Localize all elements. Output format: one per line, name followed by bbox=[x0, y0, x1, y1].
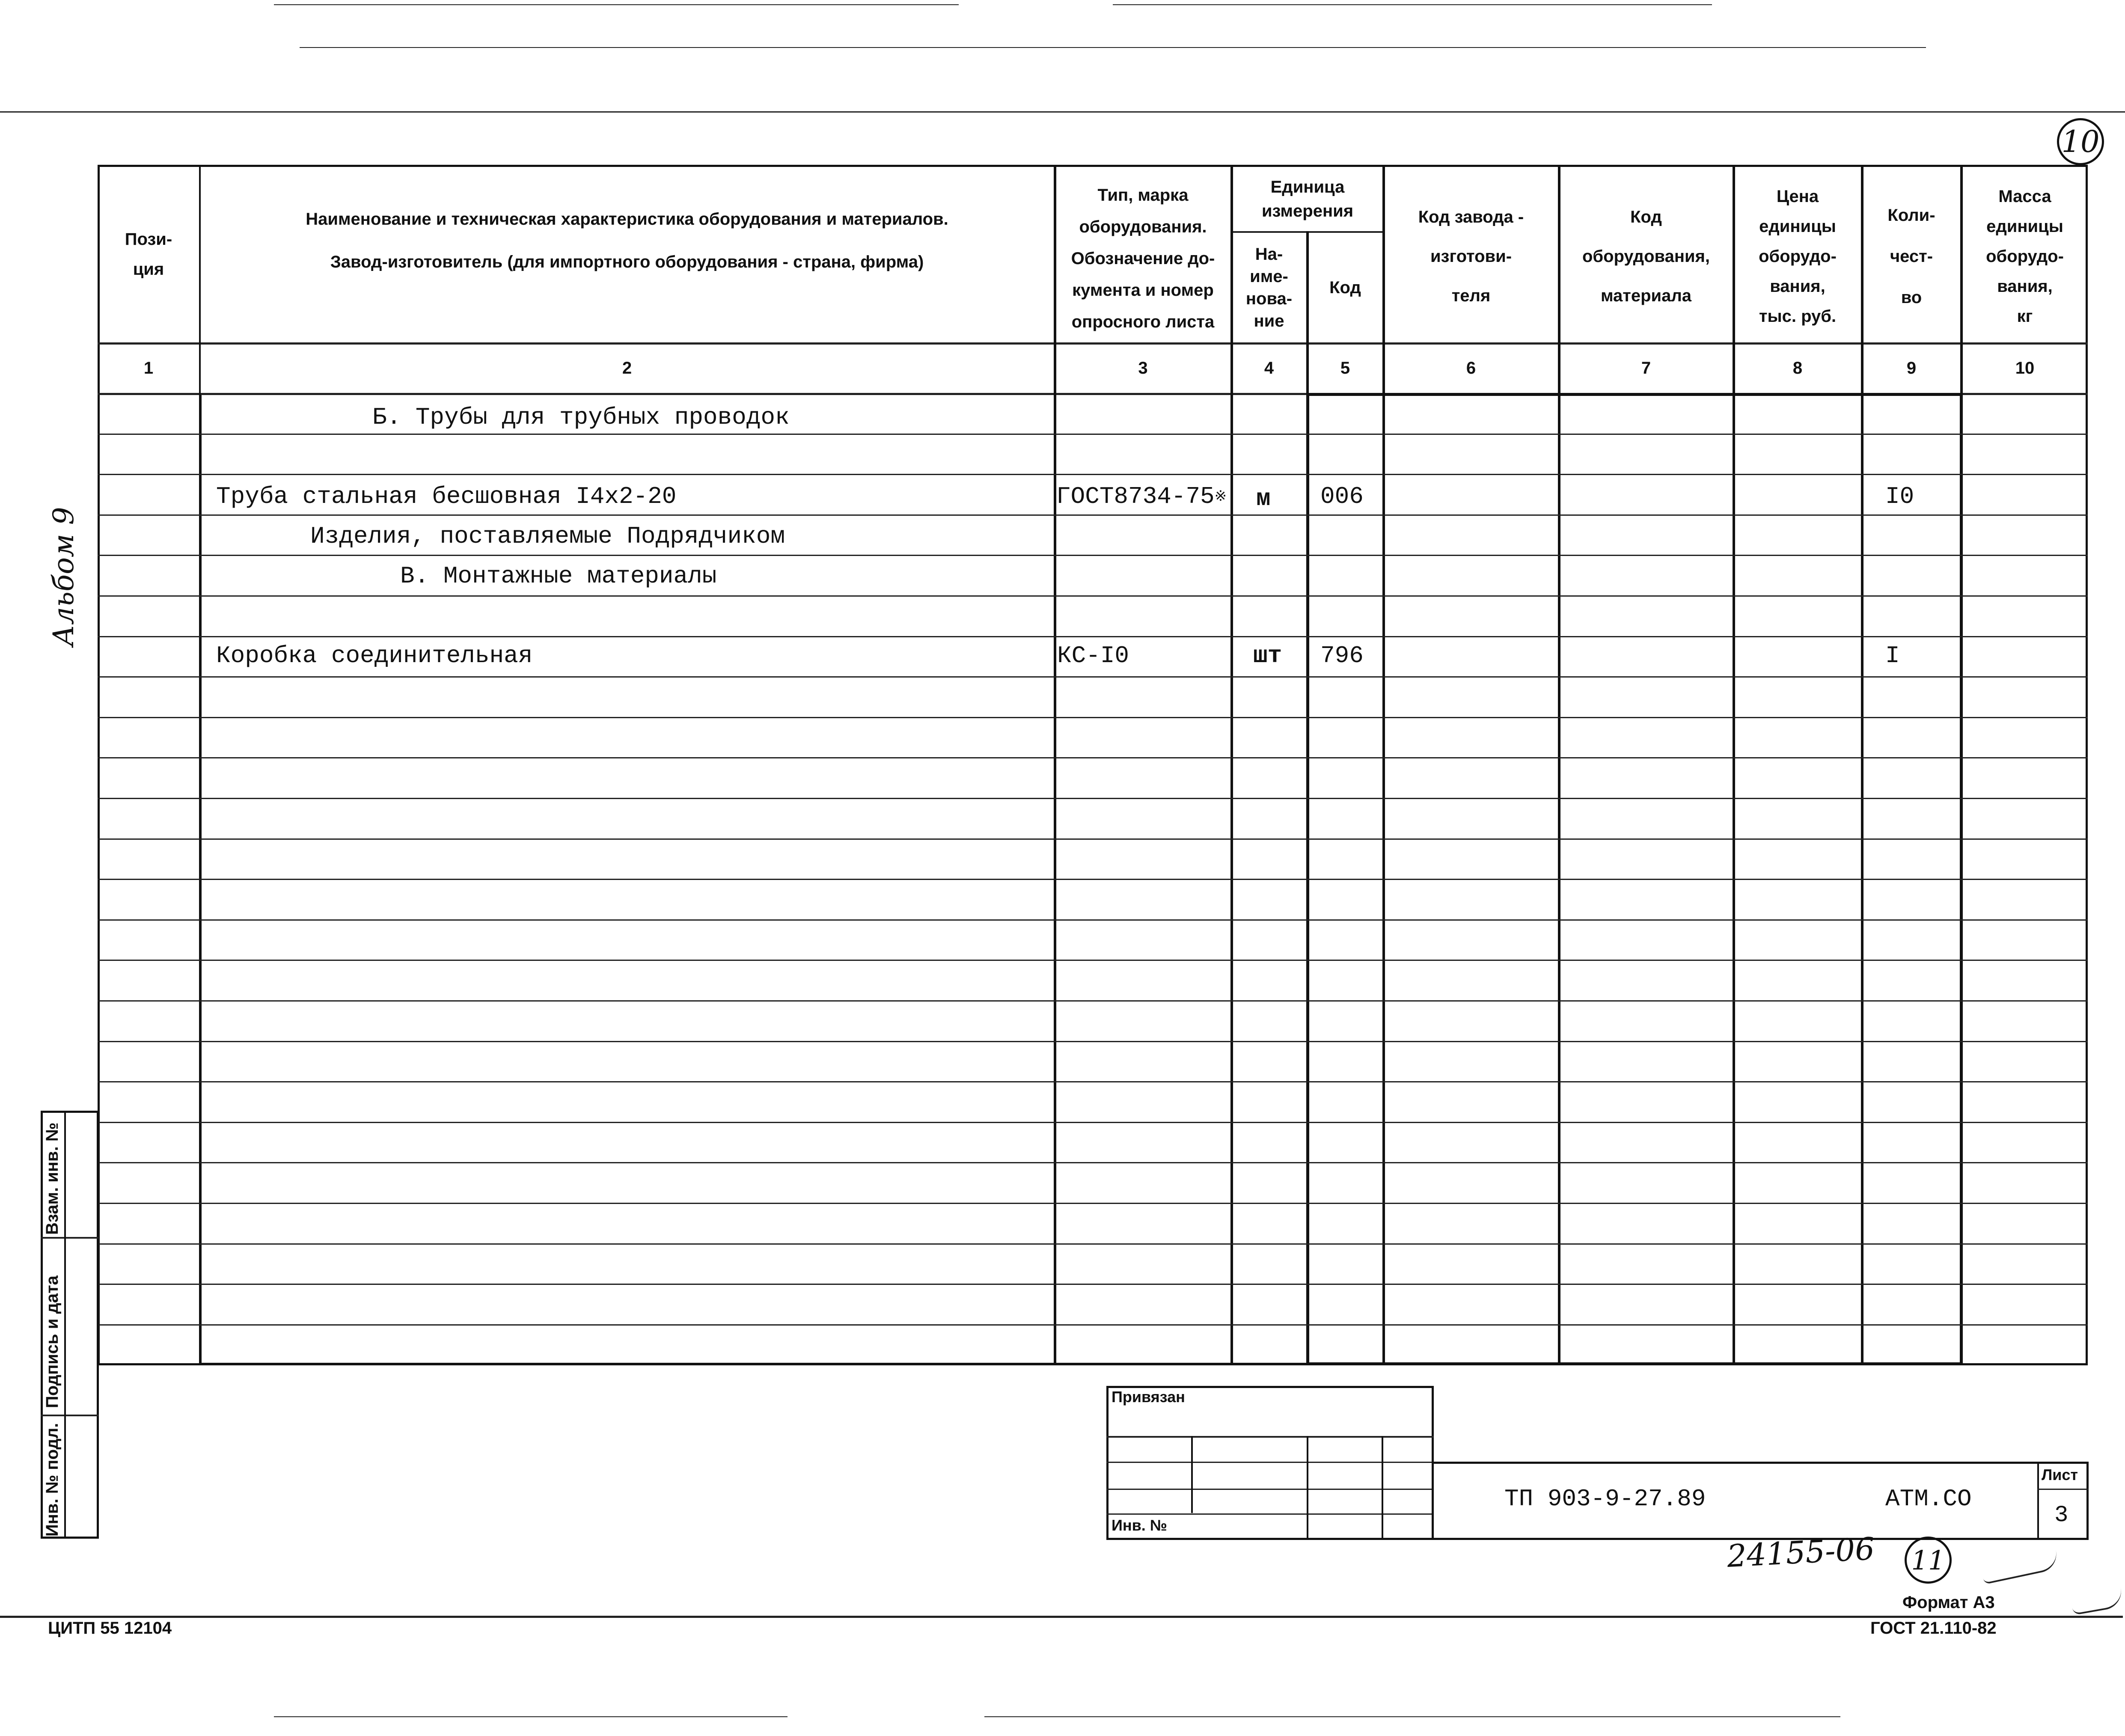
side-vzam-inv: Взам. инв. № bbox=[43, 1122, 62, 1235]
list-label: Лист bbox=[2042, 1466, 2078, 1483]
row-line bbox=[98, 960, 2088, 961]
privyazan-col bbox=[1191, 1436, 1193, 1513]
header-unit-name: На- име- нова- ние bbox=[1245, 244, 1293, 330]
row-line bbox=[98, 919, 2088, 921]
scan-mark bbox=[984, 1716, 1840, 1717]
footer-circle-text: 11 bbox=[1911, 1544, 1945, 1576]
header-type: Тип, марка оборудования. Обозначение до- кумента и номер опросного листа bbox=[1071, 186, 1215, 331]
colnum-3: 3 bbox=[1138, 358, 1148, 378]
scan-mark bbox=[274, 4, 959, 5]
row-pipe-unit: м bbox=[1256, 485, 1271, 512]
row-box-code: 796 bbox=[1320, 642, 1364, 669]
publisher-code: ЦИТП 55 12104 bbox=[48, 1619, 172, 1638]
list-col-divider bbox=[2037, 1462, 2039, 1540]
header-unit-code: Код bbox=[1329, 278, 1361, 297]
row-pipe-type bbox=[1056, 479, 1227, 514]
colnum-2: 2 bbox=[622, 358, 632, 378]
row-line bbox=[98, 1162, 2088, 1163]
header-price: Цена единицы оборудо- вания, тыс. руб. bbox=[1759, 187, 1837, 326]
colnum-6: 6 bbox=[1466, 358, 1476, 378]
side-stamp-divider bbox=[41, 1237, 99, 1239]
row-line bbox=[98, 595, 2088, 597]
row-line bbox=[98, 1081, 2088, 1082]
row-pipe-qty: I0 bbox=[1885, 483, 1914, 510]
row-line bbox=[98, 1122, 2088, 1123]
top-edge-line bbox=[0, 111, 2125, 113]
row-pipe-name: Труба стальная бесшовная I4х2-20 bbox=[216, 483, 677, 510]
footer-line bbox=[0, 1616, 2123, 1618]
row-line bbox=[98, 1324, 2088, 1326]
list-row-divider bbox=[2037, 1489, 2089, 1490]
header-position: Пози- ция bbox=[125, 230, 172, 279]
signature-stroke bbox=[2070, 1588, 2124, 1615]
row-line bbox=[98, 1203, 2088, 1204]
format-label: Формат А3 bbox=[1902, 1593, 1995, 1612]
row-line bbox=[98, 1041, 2088, 1042]
list-value: 3 bbox=[2054, 1502, 2069, 1528]
colnum-5: 5 bbox=[1340, 358, 1350, 378]
row-line bbox=[98, 798, 2088, 799]
colnum-10: 10 bbox=[2015, 358, 2035, 378]
privyazan-line bbox=[1106, 1436, 1434, 1438]
privyazan-line bbox=[1106, 1489, 1434, 1490]
doc-code: ТП 903-9-27.89 bbox=[1504, 1485, 1706, 1513]
row-section-mounting: В. Монтажные материалы bbox=[400, 562, 717, 590]
signature-stroke bbox=[1980, 1550, 2060, 1584]
row-line bbox=[98, 636, 2088, 637]
gost-label: ГОСТ 21.110-82 bbox=[1870, 1619, 1997, 1638]
scan-mark bbox=[1113, 4, 1712, 5]
row-line bbox=[98, 717, 2088, 718]
header-name-line1: Наименование и техническая характеристика оборудования и материалов. bbox=[306, 210, 948, 229]
row-box-name: Коробка соединительная bbox=[216, 642, 533, 669]
row-line bbox=[98, 676, 2088, 678]
colnum-9: 9 bbox=[1906, 358, 1917, 378]
row-line bbox=[98, 838, 2088, 840]
scan-mark bbox=[300, 47, 1926, 48]
side-stamp-divider bbox=[41, 1415, 99, 1416]
colnum-1: 1 bbox=[143, 358, 154, 378]
row-line bbox=[98, 474, 2088, 475]
privyazan-line bbox=[1106, 1513, 1434, 1515]
privyazan-col bbox=[1307, 1436, 1308, 1540]
row-line bbox=[98, 555, 2088, 556]
row-pipe-code: 006 bbox=[1320, 483, 1364, 510]
row-box-unit: шт bbox=[1253, 642, 1282, 669]
side-album: Альбом 9 bbox=[47, 507, 80, 646]
row-line bbox=[98, 757, 2088, 758]
row-box-type: КС-I0 bbox=[1057, 642, 1129, 669]
side-podpis-data: Подпись и дата bbox=[43, 1275, 62, 1408]
header-equipment-code: Код оборудования, материала bbox=[1582, 208, 1710, 305]
header-manufacturer-code: Код завода - изготови- теля bbox=[1418, 208, 1524, 305]
row-contractor-items: Изделия, поставляемые Подрядчиком bbox=[310, 523, 785, 550]
privyazan-col bbox=[1382, 1436, 1383, 1540]
privyazan-line bbox=[1106, 1462, 1434, 1463]
colnum-7: 7 bbox=[1641, 358, 1651, 378]
header-name bbox=[201, 167, 1053, 342]
row-line bbox=[98, 514, 2088, 516]
row-pipe-type-mark: ※ bbox=[1214, 489, 1227, 505]
row-section-pipes: Б. Трубы для трубных проводок bbox=[372, 404, 790, 431]
row-box-qty: I bbox=[1885, 642, 1900, 669]
footer-circle bbox=[1905, 1537, 1952, 1584]
row-line bbox=[98, 1284, 2088, 1285]
header-unit-group: Единица измерения bbox=[1261, 178, 1354, 220]
colnum-4: 4 bbox=[1264, 358, 1274, 378]
archive-number: 24155-06 bbox=[1726, 1531, 1875, 1574]
sheet-number-circle bbox=[2057, 118, 2104, 165]
privyazan-label: Привязан bbox=[1112, 1388, 1185, 1406]
header-quantity: Коли- чест- во bbox=[1887, 206, 1935, 307]
side-stamp-divider-v bbox=[64, 1111, 66, 1539]
row-line bbox=[98, 879, 2088, 880]
header-name-line2: Завод-изготовитель (для импортного оборудования - страна, фирма) bbox=[330, 253, 924, 271]
colnum-8: 8 bbox=[1792, 358, 1803, 378]
col-divider-1 bbox=[199, 165, 201, 1365]
header-mass: Масса единицы оборудо- вания, кг bbox=[1986, 187, 2064, 326]
doc-mark: АТМ.СО bbox=[1885, 1485, 1972, 1513]
row-line bbox=[98, 1243, 2088, 1245]
sheet-number-text: 10 bbox=[2061, 124, 2100, 159]
side-inv-podl: Инв. № подл. bbox=[43, 1423, 62, 1537]
scan-mark bbox=[274, 1716, 788, 1717]
row-line bbox=[98, 1000, 2088, 1002]
row-pipe-type-text: ГОСТ8734-75 bbox=[1056, 483, 1215, 510]
inv-no-label: Инв. № bbox=[1112, 1516, 1167, 1534]
